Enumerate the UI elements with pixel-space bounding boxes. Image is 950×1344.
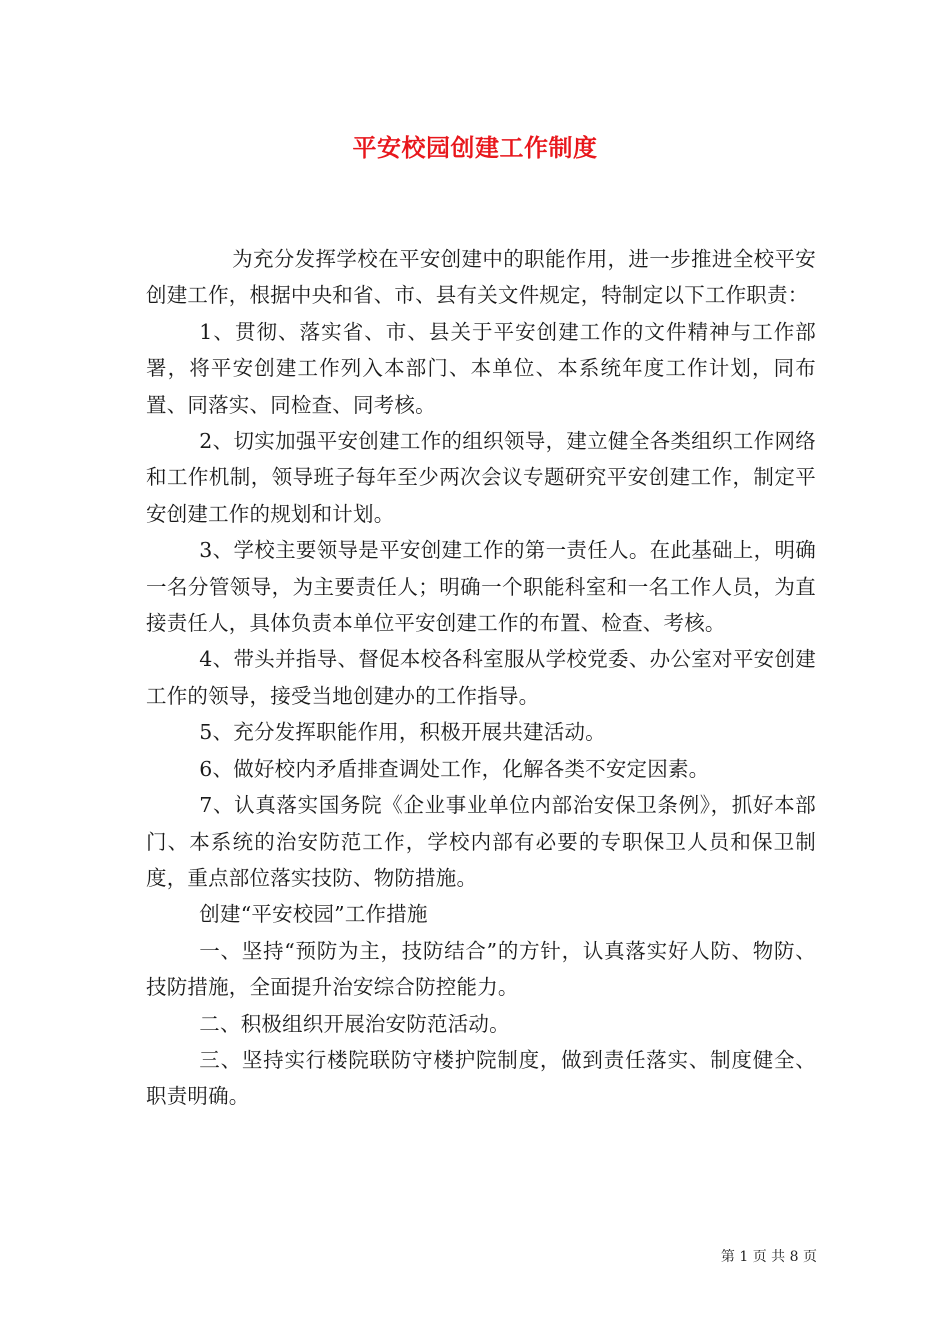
duty-item-1: 1、贯彻、落实省、市、县关于平安创建工作的文件精神与工作部署，将平安创建工作列入本部门、本单位、本系统年度工作计划，同布置、同落实、同检查、同考核。 [146, 319, 816, 417]
measure-item-1: 一、坚持“预防为主，技防结合”的方针，认真落实好人防、物防、技防措施，全面提升治安综合防控能力。 [146, 938, 816, 1000]
page-title: 平安校园创建工作制度 [352, 133, 598, 162]
duty-item-7: 7、认真落实国务院《企业事业单位内部治安保卫条例》，抓好本部门、本系统的治安防范工作，学校内部有必要的专职保卫人员和保卫制度，重点部位落实技防、物防措施。 [146, 793, 816, 890]
measure-item-3: 三、坚持实行楼院联防守楼护院制度，做到责任落实、制度健全、职责明确。 [146, 1047, 816, 1109]
duty-item-5: 5、充分发挥职能作用，积极开展共建活动。 [199, 720, 606, 745]
intro-paragraph: 为充分发挥学校在平安创建中的职能作用，进一步推进全校平安创建工作，根据中央和省、市、县有关文件规定，特制定以下工作职责： [146, 247, 816, 308]
duty-item-4: 4、带头并指导、督促本校各科室服从学校党委、办公室对平安创建工作的领导，接受当地创建办的工作指导。 [146, 647, 816, 708]
duty-item-3: 3、学校主要领导是平安创建工作的第一责任人。在此基础上，明确一名分管领导，为主要责任人；明确一个职能科室和一名工作人员，为直接责任人，具体负责本单位平安创建工作的布置、检查、考核。 [146, 538, 816, 636]
duty-item-6: 6、做好校内矛盾排查调处工作，化解各类不安定因素。 [199, 756, 710, 781]
duty-item-2: 2、切实加强平安创建工作的组织领导，建立健全各类组织工作网络和工作机制，领导班子每年至少两次会议专题研究平安创建工作，制定平安创建工作的规划和计划。 [146, 429, 816, 526]
document-body [146, 241, 816, 1115]
measure-item-2: 二、积极组织开展治安防范活动。 [199, 1011, 510, 1036]
page-number: 第 1 页 共 8 页 [720, 1249, 817, 1265]
measures-heading: 创建“平安校园”工作措施 [199, 902, 428, 927]
